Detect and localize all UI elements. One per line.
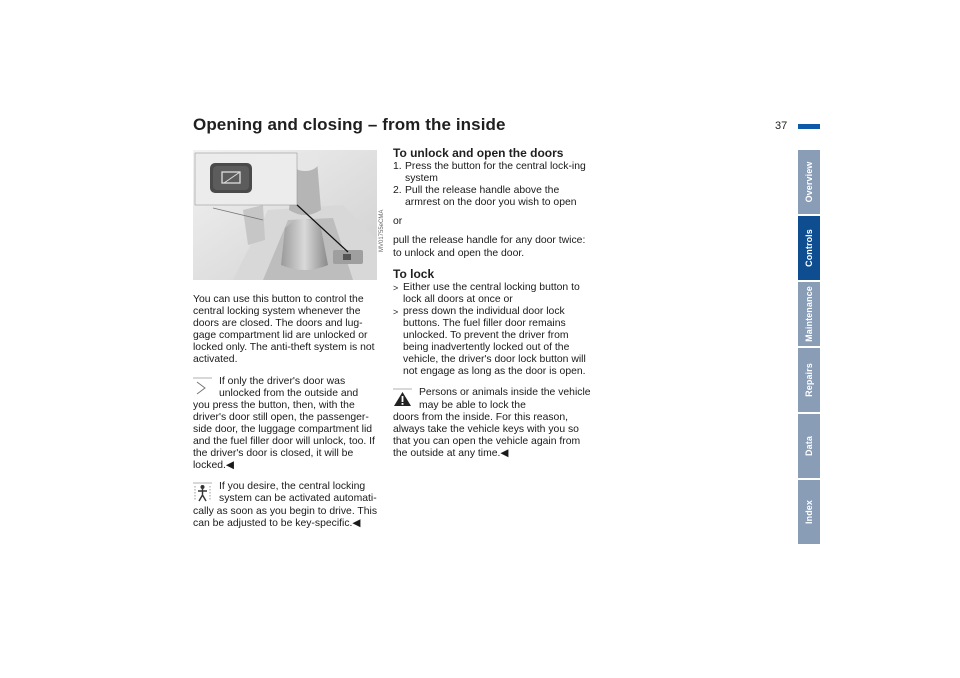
alt-paragraph: pull the release handle for any door twice: to unlock and open the door. [393, 235, 586, 259]
right-column [393, 146, 593, 460]
step-number: 2. [393, 185, 402, 197]
note-automatic-rest: cally as soon as you begin to drive. This can be adjusted to be key-specific.◀ [193, 505, 378, 529]
note-automatic [193, 481, 383, 529]
heading-unlock-open: To unlock and open the doors [393, 146, 564, 160]
page-title: Opening and closing – from the inside [193, 115, 506, 134]
step-number: 1. [393, 161, 402, 172]
bullet-item [393, 282, 593, 306]
note-automatic-first: If you desire, the central locking system can be activated automati- [219, 481, 377, 505]
bullet-item [393, 306, 593, 379]
tab-repairs[interactable] [798, 348, 820, 412]
warning-note [393, 387, 593, 460]
tab-data[interactable] [798, 414, 820, 478]
tab-maintenance-label: Maintenance [804, 286, 814, 342]
photo-code: MV01755eCMA [379, 209, 385, 252]
bullet-text: press down the individual door lock buttons. The fuel filler door remains unlocked. To prevent the driver from being inadvertently locked out of the vehicle, the driver's door lock button will not engage as long as the door is open. [403, 305, 586, 378]
note-driver-door-rest: you press the button, then, with the driver's door still open, the passenger-side door, the luggage compartment lid and the fuel filler door will unlock, too. If the driver's door is closed, it will be locked.◀ [193, 399, 375, 472]
note-triangle-icon [193, 377, 212, 397]
tab-controls-label: Controls [804, 229, 814, 267]
step-text: Pull the release handle above the armrest on the door you wish to open [405, 185, 577, 209]
bullet-text: Either use the central locking button to lock all doors at once or [403, 281, 580, 305]
warning-rest: doors from the inside. For this reason, always take the vehicle keys with you so that you can open the vehicle again from the outside at any time.◀ [393, 411, 581, 459]
tab-controls[interactable] [798, 216, 820, 280]
tab-overview-label: Overview [804, 161, 814, 203]
tab-overview[interactable] [798, 150, 820, 214]
step-item [393, 161, 593, 185]
note-driver-door [193, 376, 383, 473]
tab-data-label: Data [804, 436, 814, 456]
heading-lock: To lock [393, 266, 435, 281]
tab-repairs-label: Repairs [804, 363, 814, 397]
left-column [193, 294, 383, 530]
center-console-photo [193, 150, 377, 280]
tab-index-label: Index [804, 499, 814, 525]
page-marker [798, 124, 820, 129]
bullet-marker-icon: > [393, 282, 399, 293]
intro-paragraph: You can use this button to control the central locking system whenever the doors are closed. The doors and lug-gage compartment lid are unlocked or locked only. The anti-theft system is not activated. [193, 294, 375, 366]
note-driver-door-first: If only the driver's door was unlocked from the outside and [219, 375, 359, 399]
tab-index[interactable] [798, 480, 820, 544]
side-tabs [798, 150, 820, 546]
person-icon [193, 482, 212, 502]
step-item [393, 185, 593, 209]
tab-maintenance[interactable] [798, 282, 820, 346]
or-text: or [393, 216, 403, 228]
page-number: 37 [775, 120, 788, 132]
bullet-marker-icon: > [393, 306, 399, 317]
step-text: Press the button for the central lock-ing system [405, 161, 586, 185]
warning-icon [393, 388, 412, 408]
warning-first: Persons or animals inside the vehicle may be able to lock the [419, 387, 591, 411]
